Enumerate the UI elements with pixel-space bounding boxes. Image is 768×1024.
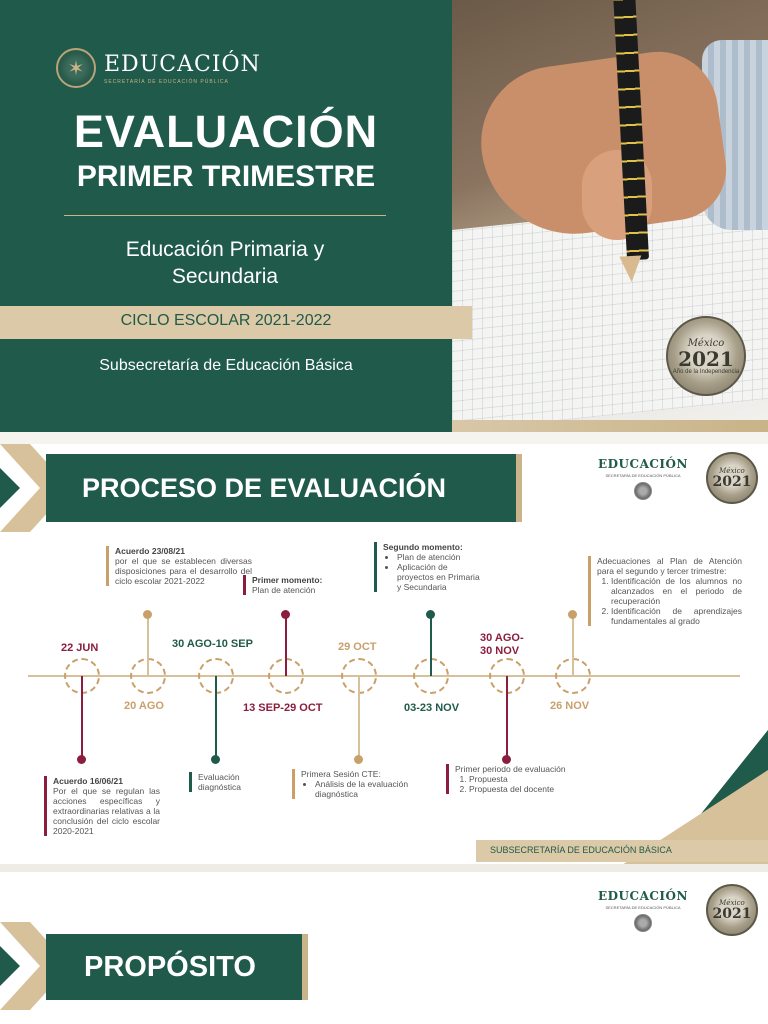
note-item: • Análisis de la evaluación diagnóstica xyxy=(315,779,422,799)
timeline-stem xyxy=(358,676,360,760)
date-label: 03-23 NOV xyxy=(404,702,460,714)
mexico-2021-seal xyxy=(706,884,758,936)
timeline-stem xyxy=(430,614,432,676)
section-title: PROPÓSITO xyxy=(84,950,256,983)
logo-name: EDUCACIÓN xyxy=(598,888,688,903)
logo-subtitle: SECRETARÍA DE EDUCACIÓN PÚBLICA xyxy=(605,472,681,478)
timeline-stem xyxy=(215,676,217,760)
note-title: Acuerdo 16/06/21 xyxy=(53,776,123,786)
seal-sub-text: Año de la Independencia xyxy=(672,368,740,375)
note-text: Por el que se regulan las acciones específicas y extraordinarias relativas a la conclusión del ciclo escolar 2020-2021 xyxy=(53,786,160,836)
divider xyxy=(64,215,386,216)
seal-top-text: México xyxy=(719,899,745,907)
header-logos xyxy=(598,452,758,504)
logo-subtitle: SECRETARÍA DE EDUCACIÓN PÚBLICA xyxy=(605,904,681,910)
seal-year: 2021 xyxy=(712,906,752,922)
footer-text: SUBSECRETARÍA DE EDUCACIÓN BÁSICA xyxy=(490,845,672,855)
logo-subtitle: SECRETARÍA DE EDUCACIÓN PÚBLICA xyxy=(104,78,229,85)
note-item: • Plan de atención xyxy=(397,552,484,562)
note-primer-momento xyxy=(243,575,333,595)
date-label: 26 NOV xyxy=(550,700,590,712)
note-diagnostica xyxy=(189,772,259,792)
education-level: Educación Primaria y Secundaria xyxy=(125,238,325,288)
cover-title: EVALUACIÓN xyxy=(73,106,379,157)
eagle-emblem-icon xyxy=(634,482,652,500)
date-label: 29 OCT xyxy=(338,641,377,653)
subsecretaria: Subsecretaría de Educación Básica xyxy=(99,357,353,374)
note-item: 2. Identificación de aprendizajes fundamentales al grado xyxy=(611,606,742,626)
timeline-stem xyxy=(147,614,149,676)
note-text: Plan de atención xyxy=(252,585,316,595)
date-label: 20 AGO xyxy=(124,700,164,712)
note-text: Primer periodo de evaluación xyxy=(455,764,566,774)
seal-year: 2021 xyxy=(712,474,752,490)
note-item: • Aplicación de proyectos en Primaria y Secundaria xyxy=(397,562,484,592)
note-periodo xyxy=(446,764,576,794)
note-adecuaciones xyxy=(588,556,742,626)
slide-separator xyxy=(0,864,768,872)
seal-year: 2021 xyxy=(678,346,734,371)
timeline-stem xyxy=(285,614,287,676)
section-title: PROCESO DE EVALUACIÓN xyxy=(82,472,447,503)
seal-top-text: México xyxy=(687,337,725,349)
note-title: Segundo momento: xyxy=(383,542,463,552)
timeline-dot xyxy=(211,755,220,764)
timeline-stem xyxy=(506,676,508,760)
timeline-dot xyxy=(354,755,363,764)
logo-name: EDUCACIÓN xyxy=(598,456,688,471)
mexico-2021-seal xyxy=(706,452,758,504)
date-label: 30 AGO- xyxy=(480,632,524,644)
note-item: 2. Propuesta del docente xyxy=(469,784,576,794)
date-label: 30 AGO-10 SEP xyxy=(172,638,253,650)
date-label: 22 JUN xyxy=(61,642,99,654)
note-acuerdo-16 xyxy=(44,776,160,836)
note-text: Evaluación diagnóstica xyxy=(198,772,242,792)
note-text: Primera Sesión CTE: xyxy=(301,769,381,779)
note-title: Acuerdo 23/08/21 xyxy=(115,546,185,556)
slide-separator xyxy=(0,432,768,444)
timeline-dot xyxy=(568,610,577,619)
timeline-dot xyxy=(281,610,290,619)
date-label: 30 NOV xyxy=(480,645,520,657)
timeline-stem xyxy=(572,614,574,676)
section-banner xyxy=(46,454,522,522)
sep-logo xyxy=(56,48,261,88)
note-segundo-momento xyxy=(374,542,484,592)
eagle-emblem-icon xyxy=(634,914,652,932)
note-item: 1. Propuesta xyxy=(469,774,576,784)
logo-name: EDUCACIÓN xyxy=(104,51,261,77)
section-banner xyxy=(46,934,308,1000)
note-cte xyxy=(292,769,422,799)
header-logos xyxy=(598,884,758,936)
school-cycle: CICLO ESCOLAR 2021-2022 xyxy=(120,312,332,329)
mexico-2021-seal xyxy=(666,316,746,396)
cover-slide xyxy=(0,0,768,432)
pencil-tip xyxy=(619,255,642,282)
cover-subtitle: PRIMER TRIMESTRE xyxy=(76,160,376,193)
timeline-dot xyxy=(502,755,511,764)
timeline-dot xyxy=(426,610,435,619)
timeline-stem xyxy=(81,676,83,760)
eagle-emblem-icon: ✶ xyxy=(56,48,96,88)
note-item: 1. Identificación de los alumnos no alcanzados en el periodo de recuperación xyxy=(611,576,742,606)
date-label: 13 SEP-29 OCT xyxy=(243,702,323,714)
timeline-dot xyxy=(77,755,86,764)
seal-top-text: México xyxy=(719,467,745,475)
note-acuerdo-23 xyxy=(106,546,252,586)
photo-gold-edge xyxy=(452,420,768,432)
note-text: por el que se establecen diversas disposiciones para el desarrollo del ciclo escolar 2021-2022 xyxy=(115,556,252,586)
note-text: Adecuaciones al Plan de Atención para el segundo y tercer trimestre: xyxy=(597,556,742,576)
note-title: Primer momento: xyxy=(252,575,323,585)
timeline-dot xyxy=(143,610,152,619)
